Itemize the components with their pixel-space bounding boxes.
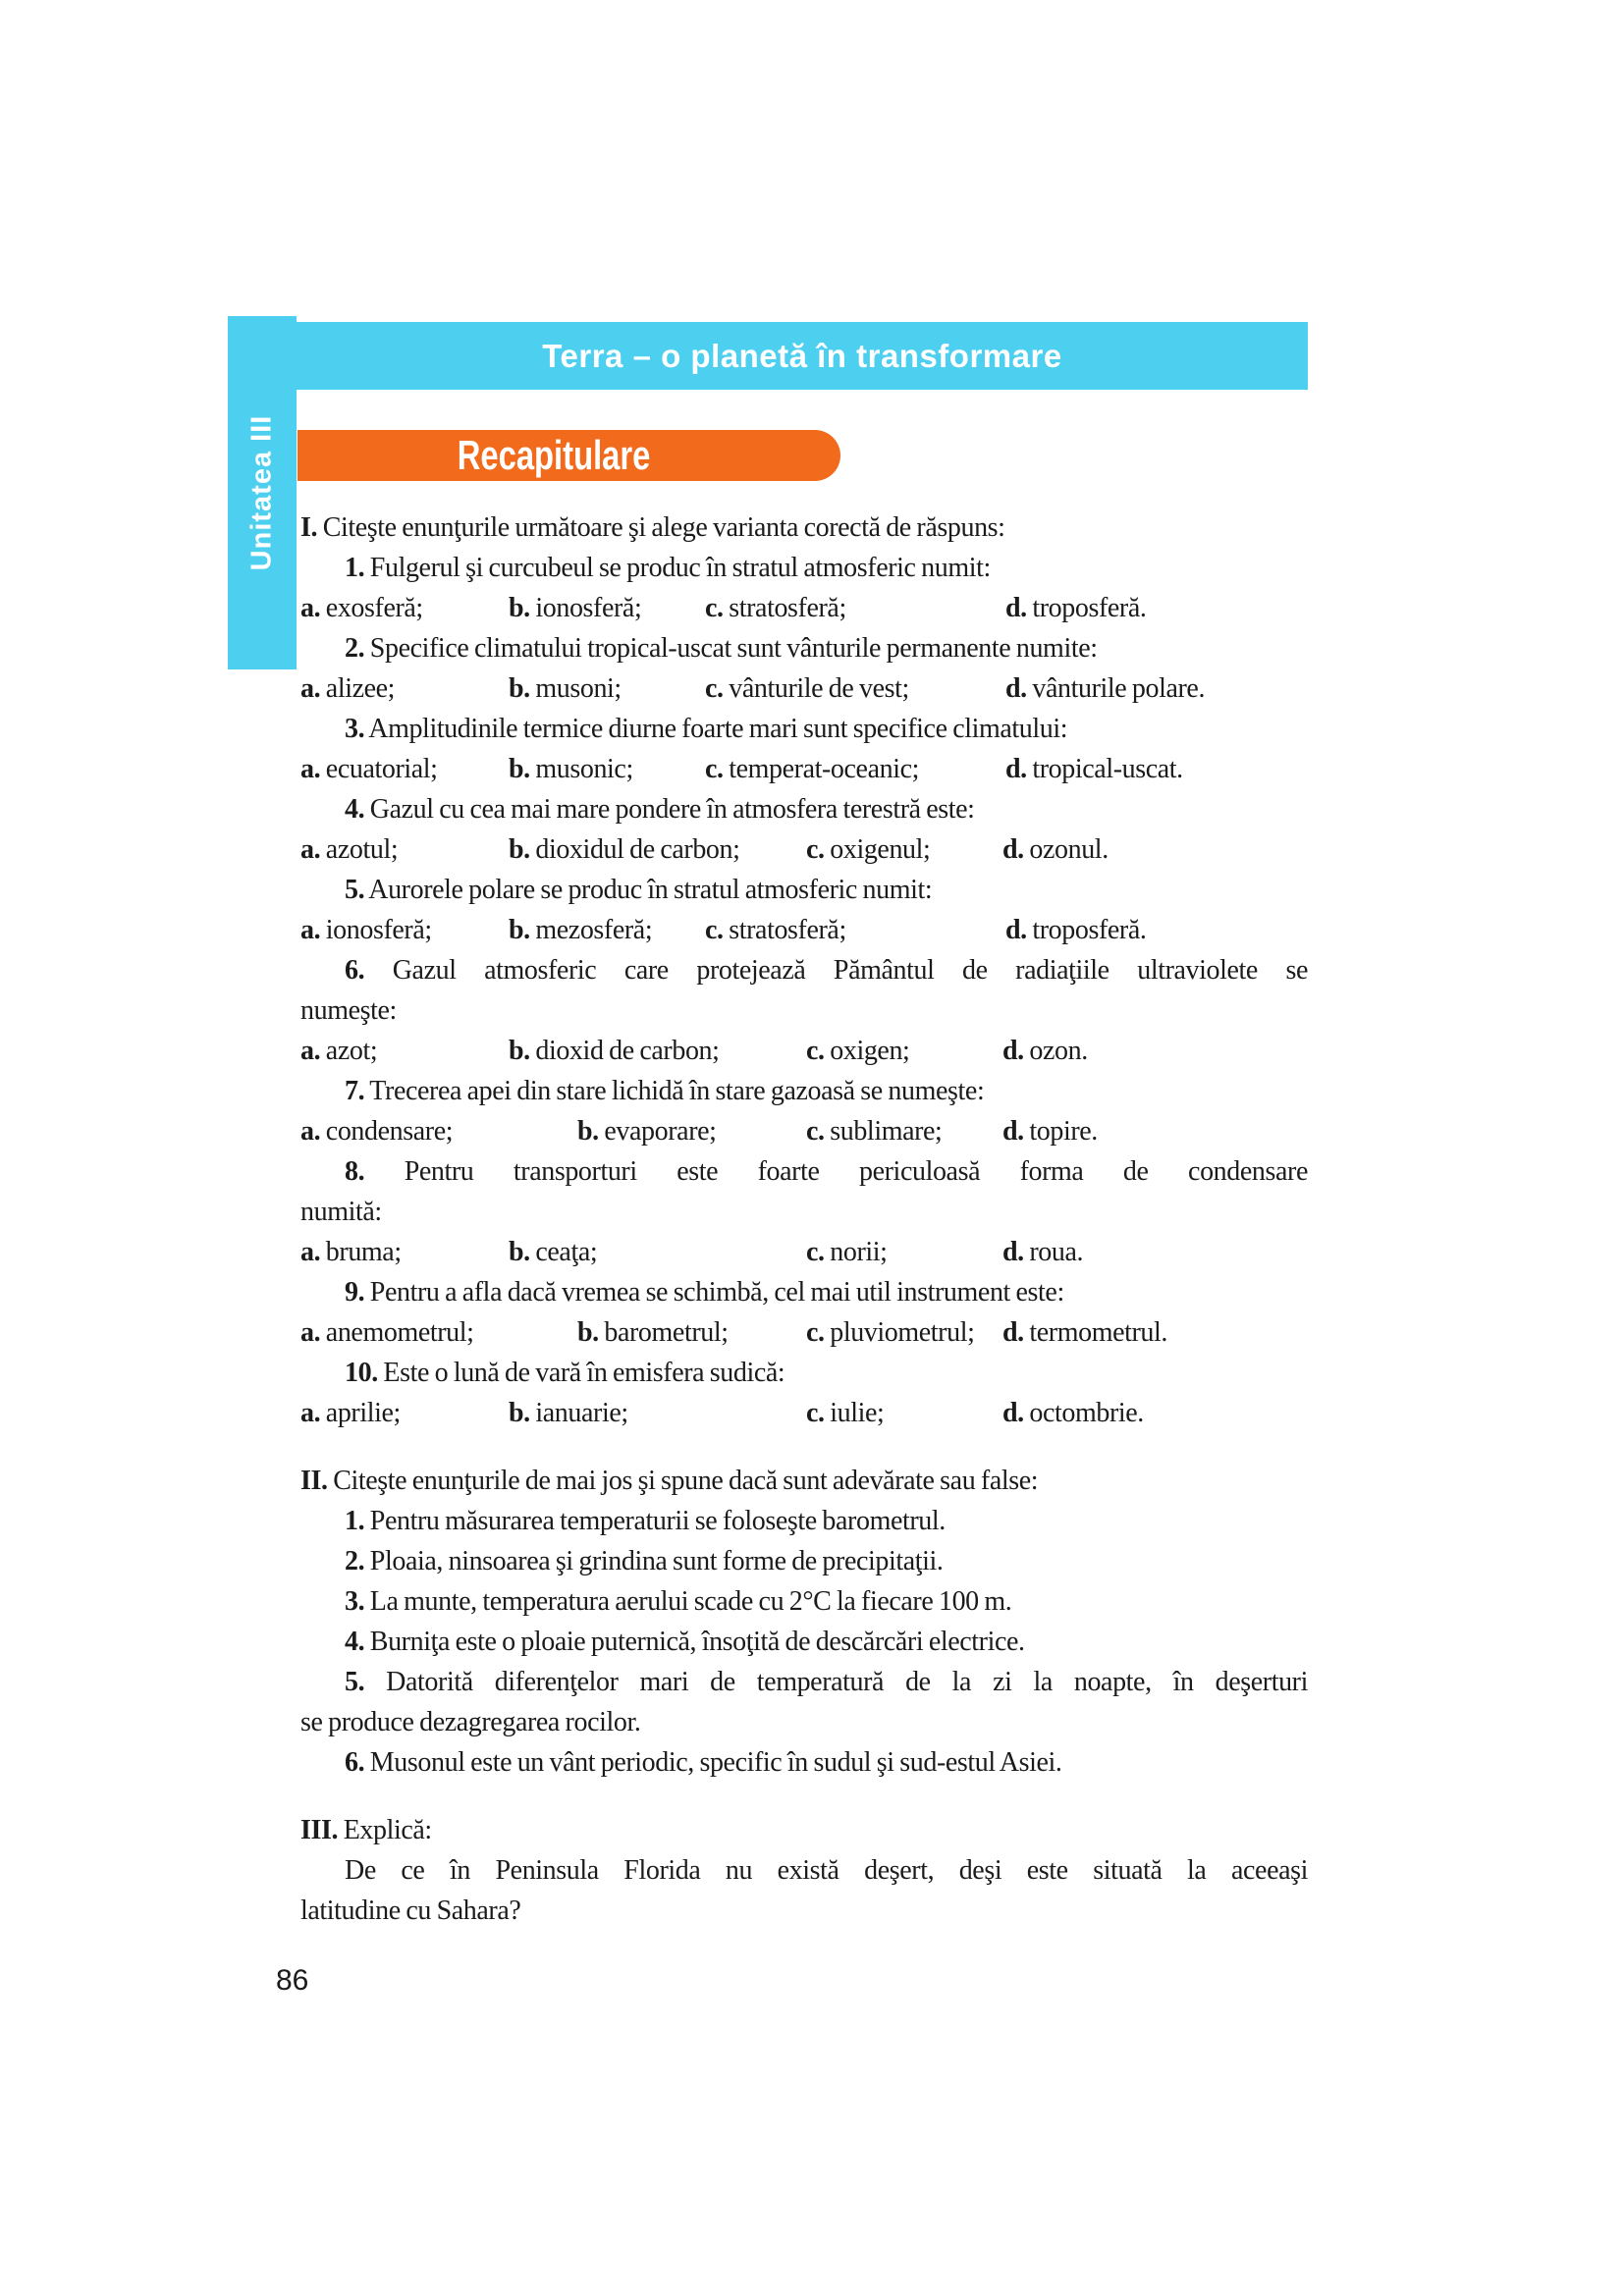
- option: b. ceaţa;: [509, 1237, 598, 1267]
- question-number: 4.: [345, 794, 365, 825]
- question-line: 3. La munte, temperatura aerului scade cu 2°C la fiecare 100 m.: [345, 1586, 1012, 1617]
- option: d. tropical-uscat.: [1005, 754, 1183, 784]
- question-line: 1. Fulgerul şi curcubeul se produc în stratul atmosferic numit:: [345, 553, 991, 583]
- option-letter: a.: [300, 1398, 321, 1428]
- option-letter: c.: [806, 1116, 825, 1147]
- chapter-header-bar: [297, 322, 1308, 390]
- option: a. anemometrul;: [300, 1317, 474, 1348]
- question-number: 8.: [345, 1156, 365, 1187]
- question-line: 6. Gazul atmosferic care protejează Pământul de radiaţiile ultraviolete se: [345, 955, 1308, 986]
- question-number: 9.: [345, 1277, 365, 1308]
- question-number: 2.: [345, 633, 365, 664]
- section-numeral: I.: [300, 512, 318, 543]
- option: d. troposferă.: [1005, 593, 1147, 623]
- option-letter: d.: [1002, 1398, 1024, 1428]
- option-letter: a.: [300, 915, 321, 945]
- option: a. azot;: [300, 1036, 378, 1066]
- option: c. stratosferă;: [705, 593, 846, 623]
- question-line: numeşte:: [300, 995, 397, 1026]
- options-row: [300, 829, 1308, 870]
- question-number: 2.: [345, 1546, 365, 1576]
- option: a. exosferă;: [300, 593, 423, 623]
- option-letter: a.: [300, 1036, 321, 1066]
- question-line: 2. Ploaia, ninsoarea şi grindina sunt forme de precipitaţii.: [345, 1546, 944, 1576]
- option: a. ecuatorial;: [300, 754, 438, 784]
- question-line: 4. Gazul cu cea mai mare pondere în atmosfera terestră este:: [345, 794, 975, 825]
- option-letter: b.: [509, 754, 530, 784]
- option: d. topire.: [1002, 1116, 1098, 1147]
- recap-banner: [298, 430, 840, 481]
- option-letter: c.: [705, 754, 724, 784]
- option: b. dioxid de carbon;: [509, 1036, 720, 1066]
- exercise-content: [300, 507, 1308, 1931]
- option: c. norii;: [806, 1237, 888, 1267]
- option: b. musonic;: [509, 754, 633, 784]
- option-letter: d.: [1005, 673, 1027, 704]
- question-line: 7. Trecerea apei din stare lichidă în stare gazoasă se numeşte:: [345, 1076, 985, 1106]
- option-letter: d.: [1002, 1317, 1024, 1348]
- option-letter: a.: [300, 593, 321, 623]
- question-line: latitudine cu Sahara?: [300, 1896, 521, 1926]
- option: a. azotul;: [300, 834, 399, 865]
- option-letter: b.: [509, 1237, 530, 1267]
- option-letter: b.: [509, 1398, 530, 1428]
- question-number: 7.: [345, 1076, 365, 1106]
- option: c. stratosferă;: [705, 915, 846, 945]
- option-letter: b.: [509, 915, 530, 945]
- option-letter: c.: [806, 1317, 825, 1348]
- section-ii: [300, 1461, 1308, 1783]
- question-line: 2. Specifice climatului tropical-uscat sunt vânturile permanente numite:: [345, 633, 1098, 664]
- question-line: 10. Este o lună de vară în emisfera sudică:: [345, 1358, 785, 1388]
- question-line: 6. Musonul este un vânt periodic, specific în sudul şi sud-estul Asiei.: [345, 1747, 1062, 1778]
- option-letter: d.: [1002, 1237, 1024, 1267]
- options-row: [300, 910, 1308, 950]
- question-line: 5. Aurorele polare se produc în stratul atmosferic numit:: [345, 875, 933, 905]
- recap-banner-label: Recapitulare: [458, 432, 651, 478]
- option-letter: c.: [806, 834, 825, 865]
- question-number: 6.: [345, 955, 365, 986]
- option-letter: a.: [300, 1237, 321, 1267]
- options-row: [300, 1111, 1308, 1151]
- option-letter: c.: [806, 1237, 825, 1267]
- option: b. musoni;: [509, 673, 622, 704]
- option: c. iulie;: [806, 1398, 885, 1428]
- options-row: [300, 1393, 1308, 1433]
- section-i: [300, 507, 1308, 1433]
- question-line: 8. Pentru transporturi este foarte periculoasă forma de condensare: [345, 1156, 1308, 1187]
- question-number: 3.: [345, 1586, 365, 1617]
- option-letter: b.: [577, 1116, 599, 1147]
- question-number: 6.: [345, 1747, 365, 1778]
- section-numeral: II.: [300, 1466, 328, 1496]
- options-row: [300, 588, 1308, 628]
- options-row: [300, 1031, 1308, 1071]
- option: b. ianuarie;: [509, 1398, 628, 1428]
- section-numeral: III.: [300, 1815, 339, 1845]
- option-letter: c.: [806, 1036, 825, 1066]
- option-letter: b.: [509, 673, 530, 704]
- option: d. ozonul.: [1002, 834, 1109, 865]
- option: a. alizee;: [300, 673, 396, 704]
- option: c. oxigen;: [806, 1036, 910, 1066]
- question-number: 4.: [345, 1627, 365, 1657]
- option-letter: c.: [705, 915, 724, 945]
- option-letter: b.: [509, 593, 530, 623]
- option-letter: a.: [300, 1116, 321, 1147]
- option: d. octombrie.: [1002, 1398, 1144, 1428]
- option-letter: d.: [1002, 1116, 1024, 1147]
- option: b. barometrul;: [577, 1317, 729, 1348]
- options-row: [300, 749, 1308, 789]
- options-row: [300, 668, 1308, 709]
- option: b. dioxidul de carbon;: [509, 834, 740, 865]
- question-line: 9. Pentru a afla dacă vremea se schimbă, cel mai util instrument este:: [345, 1277, 1064, 1308]
- question-number: 10.: [345, 1358, 378, 1388]
- option-letter: b.: [509, 1036, 530, 1066]
- question-number: 1.: [345, 553, 365, 583]
- page-number: 86: [276, 1964, 309, 1997]
- unit-label: Unitatea III: [245, 414, 278, 571]
- option-letter: b.: [509, 834, 530, 865]
- option: a. ionosferă;: [300, 915, 432, 945]
- option: d. troposferă.: [1005, 915, 1147, 945]
- option: c. sublimare;: [806, 1116, 943, 1147]
- section-heading: II. Citeşte enunţurile de mai jos şi spune dacă sunt adevărate sau false:: [300, 1466, 1039, 1496]
- option: a. condensare;: [300, 1116, 454, 1147]
- options-row: [300, 1232, 1308, 1272]
- option: b. evaporare;: [577, 1116, 717, 1147]
- section-heading: III. Explică:: [300, 1815, 432, 1845]
- option: c. pluviometrul;: [806, 1317, 975, 1348]
- section-iii: [300, 1810, 1308, 1931]
- question-number: 3.: [345, 714, 365, 744]
- option: d. vânturile polare.: [1005, 673, 1206, 704]
- option-letter: c.: [705, 593, 724, 623]
- question-number: 5.: [345, 1667, 365, 1697]
- option: c. vânturile de vest;: [705, 673, 909, 704]
- question-line: 3. Amplitudinile termice diurne foarte mari sunt specifice climatului:: [345, 714, 1068, 744]
- question-line: De ce în Peninsula Florida nu există deşert, deşi este situată la aceeaşi: [345, 1855, 1308, 1886]
- option-letter: b.: [577, 1317, 599, 1348]
- option-letter: a.: [300, 1317, 321, 1348]
- option: a. bruma;: [300, 1237, 402, 1267]
- unit-sidebar-tab: [228, 316, 297, 669]
- option: a. aprilie;: [300, 1398, 401, 1428]
- option: b. ionosferă;: [509, 593, 642, 623]
- question-line: 1. Pentru măsurarea temperaturii se foloseşte barometrul.: [345, 1506, 946, 1536]
- question-line: numită:: [300, 1197, 382, 1227]
- option: d. ozon.: [1002, 1036, 1088, 1066]
- option: c. oxigenul;: [806, 834, 931, 865]
- option-letter: a.: [300, 673, 321, 704]
- option: d. roua.: [1002, 1237, 1084, 1267]
- option: d. termometrul.: [1002, 1317, 1167, 1348]
- options-row: [300, 1312, 1308, 1353]
- question-number: 5.: [345, 875, 365, 905]
- question-line: 4. Burniţa este o ploaie puternică, însoţită de descărcări electrice.: [345, 1627, 1025, 1657]
- option-letter: d.: [1002, 1036, 1024, 1066]
- option-letter: c.: [705, 673, 724, 704]
- option-letter: d.: [1005, 754, 1027, 784]
- option: b. mezosferă;: [509, 915, 653, 945]
- option-letter: d.: [1005, 593, 1027, 623]
- option-letter: d.: [1002, 834, 1024, 865]
- question-line: 5. Datorită diferenţelor mari de temperatură de la zi la noapte, în deşerturi: [345, 1667, 1308, 1697]
- option-letter: c.: [806, 1398, 825, 1428]
- option-letter: a.: [300, 754, 321, 784]
- option-letter: a.: [300, 834, 321, 865]
- question-line: se produce dezagregarea rocilor.: [300, 1707, 641, 1737]
- chapter-title: Terra – o planetă în transformare: [542, 337, 1062, 374]
- section-heading: I. Citeşte enunţurile următoare şi alege varianta corectă de răspuns:: [300, 512, 1005, 543]
- question-number: 1.: [345, 1506, 365, 1536]
- option: c. temperat-oceanic;: [705, 754, 919, 784]
- option-letter: d.: [1005, 915, 1027, 945]
